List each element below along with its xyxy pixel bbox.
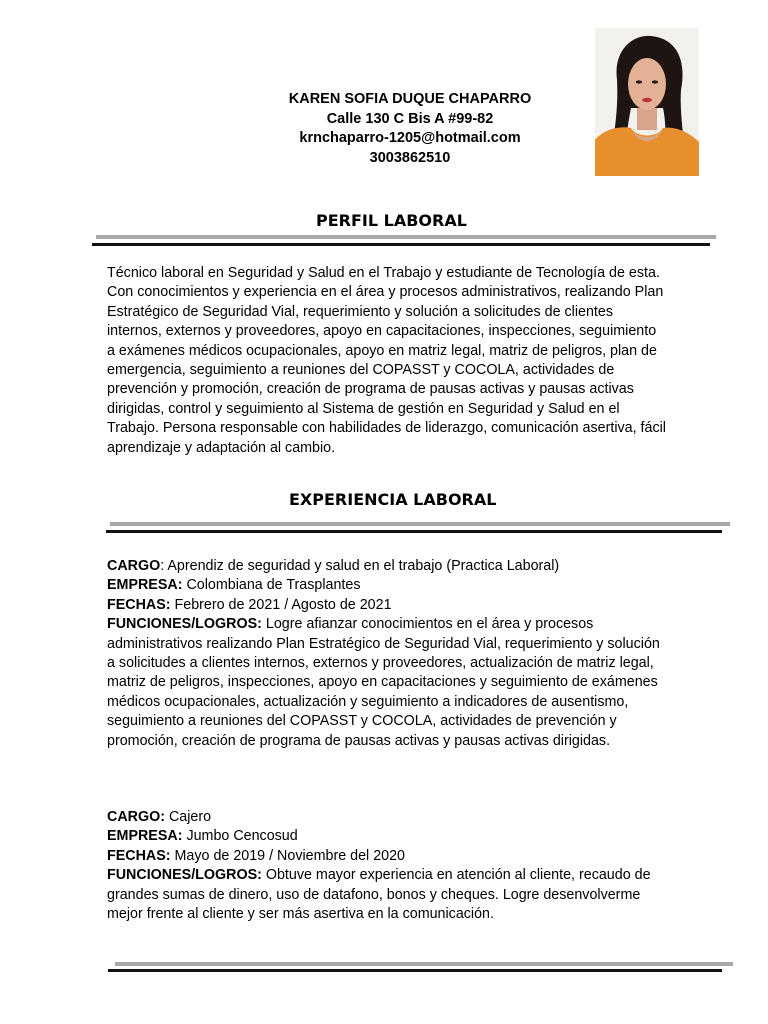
job-cargo-line xyxy=(107,808,667,827)
funciones-label: FUNCIONES/LOGROS: xyxy=(107,867,262,884)
job-entry xyxy=(107,557,667,751)
job-empresa-line xyxy=(107,576,667,595)
bottom-rule-black xyxy=(108,969,722,972)
funciones-value: Logre afianzar conocimientos en el área y procesos administrativos realizando Plan Estratégico de Seguridad Vial, requerimiento y solución a solicitudes a clientes internos, externos y proveedores, actualización de matriz legal, matriz de peligros, inspecciones, apoyo en capacitaciones y seguimiento de exámenes médicos ocupacionales, actualización y seguimiento a indicadores de ausentismo, seguimiento a reuniones del COPASST y COCOLA, actividades de prevención y promoción, creación de programa de pausas activas y pausas activas dirigidas. xyxy=(107,616,660,749)
job-cargo-line xyxy=(107,557,667,576)
funciones-value: Obtuve mayor experiencia en atención al cliente, recaudo de grandes sumas de dinero, uso de datafono, bonos y cheques. Logre desenvolverme mejor frente al cliente y ser más asertiva en la comunicación. xyxy=(107,867,651,923)
funciones-label: FUNCIONES/LOGROS: xyxy=(107,616,262,633)
job-fechas-line xyxy=(107,596,667,615)
job-empresa-line xyxy=(107,827,667,846)
empresa-value: Colombiana de Trasplantes xyxy=(182,577,361,594)
profile-section-title: PERFIL LABORAL xyxy=(316,211,467,230)
fechas-value: Febrero de 2021 / Agosto de 2021 xyxy=(170,596,392,613)
bottom-rule-gray xyxy=(115,962,733,966)
empresa-value: Jumbo Cencosud xyxy=(182,828,298,845)
profile-rule-black xyxy=(92,243,710,246)
experience-section-title: EXPERIENCIA LABORAL xyxy=(289,490,497,509)
fechas-value: Mayo de 2019 / Noviembre del 2020 xyxy=(170,847,406,864)
candidate-name: KAREN SOFIA DUQUE CHAPARRO xyxy=(288,91,532,107)
contact-header xyxy=(200,90,620,168)
job-fechas-line xyxy=(107,847,667,866)
candidate-address: Calle 130 C Bis A #99-82 xyxy=(326,110,494,127)
job-entry xyxy=(107,808,667,924)
job-funciones-line xyxy=(107,866,667,924)
fechas-label: FECHAS: xyxy=(107,596,171,613)
profile-rule-gray xyxy=(96,235,716,239)
portrait-photo xyxy=(595,28,699,176)
cargo-label: CARGO xyxy=(107,558,161,574)
experience-rule-black xyxy=(106,530,722,533)
cargo-value: Cajero xyxy=(164,809,212,825)
job-funciones-line xyxy=(107,615,667,751)
cargo-label: CARGO: xyxy=(107,809,165,825)
experience-rule-gray xyxy=(110,522,730,526)
empresa-label: EMPRESA: xyxy=(107,577,183,594)
empresa-label: EMPRESA: xyxy=(107,828,183,845)
cargo-value: : Aprendiz de seguridad y salud en el trabajo (Practica Laboral) xyxy=(160,558,560,574)
portrait-image xyxy=(595,28,699,176)
profile-text: Técnico laboral en Seguridad y Salud en el Trabajo y estudiante de Tecnología de esta. Con conocimientos y experiencia en el área y procesos administrativos, realizando Plan Estratégico de Seguridad Vial, requerimiento y solución a solicitudes de clientes internos, externos y proveedores, apoyo en capacitaciones, inspecciones, seguimiento a exámenes médicos ocupacionales, apoyo en matriz legal, matriz de peligros, plan de emergencia, seguimiento a reuniones del COPASST y COCOLA, actividades de prevención y promoción, creación de programa de pausas activas y pausas activas dirigidas, control y seguimiento al Sistema de gestión en Seguridad y Salud en el Trabajo. Persona responsable con habilidades de liderazgo, comunicación asertiva, fácil aprendizaje y adaptación al cambio. xyxy=(107,265,666,456)
fechas-label: FECHAS: xyxy=(107,847,171,864)
candidate-email: krnchaparro-1205@hotmail.com xyxy=(299,130,521,146)
candidate-phone: 3003862510 xyxy=(369,149,451,166)
